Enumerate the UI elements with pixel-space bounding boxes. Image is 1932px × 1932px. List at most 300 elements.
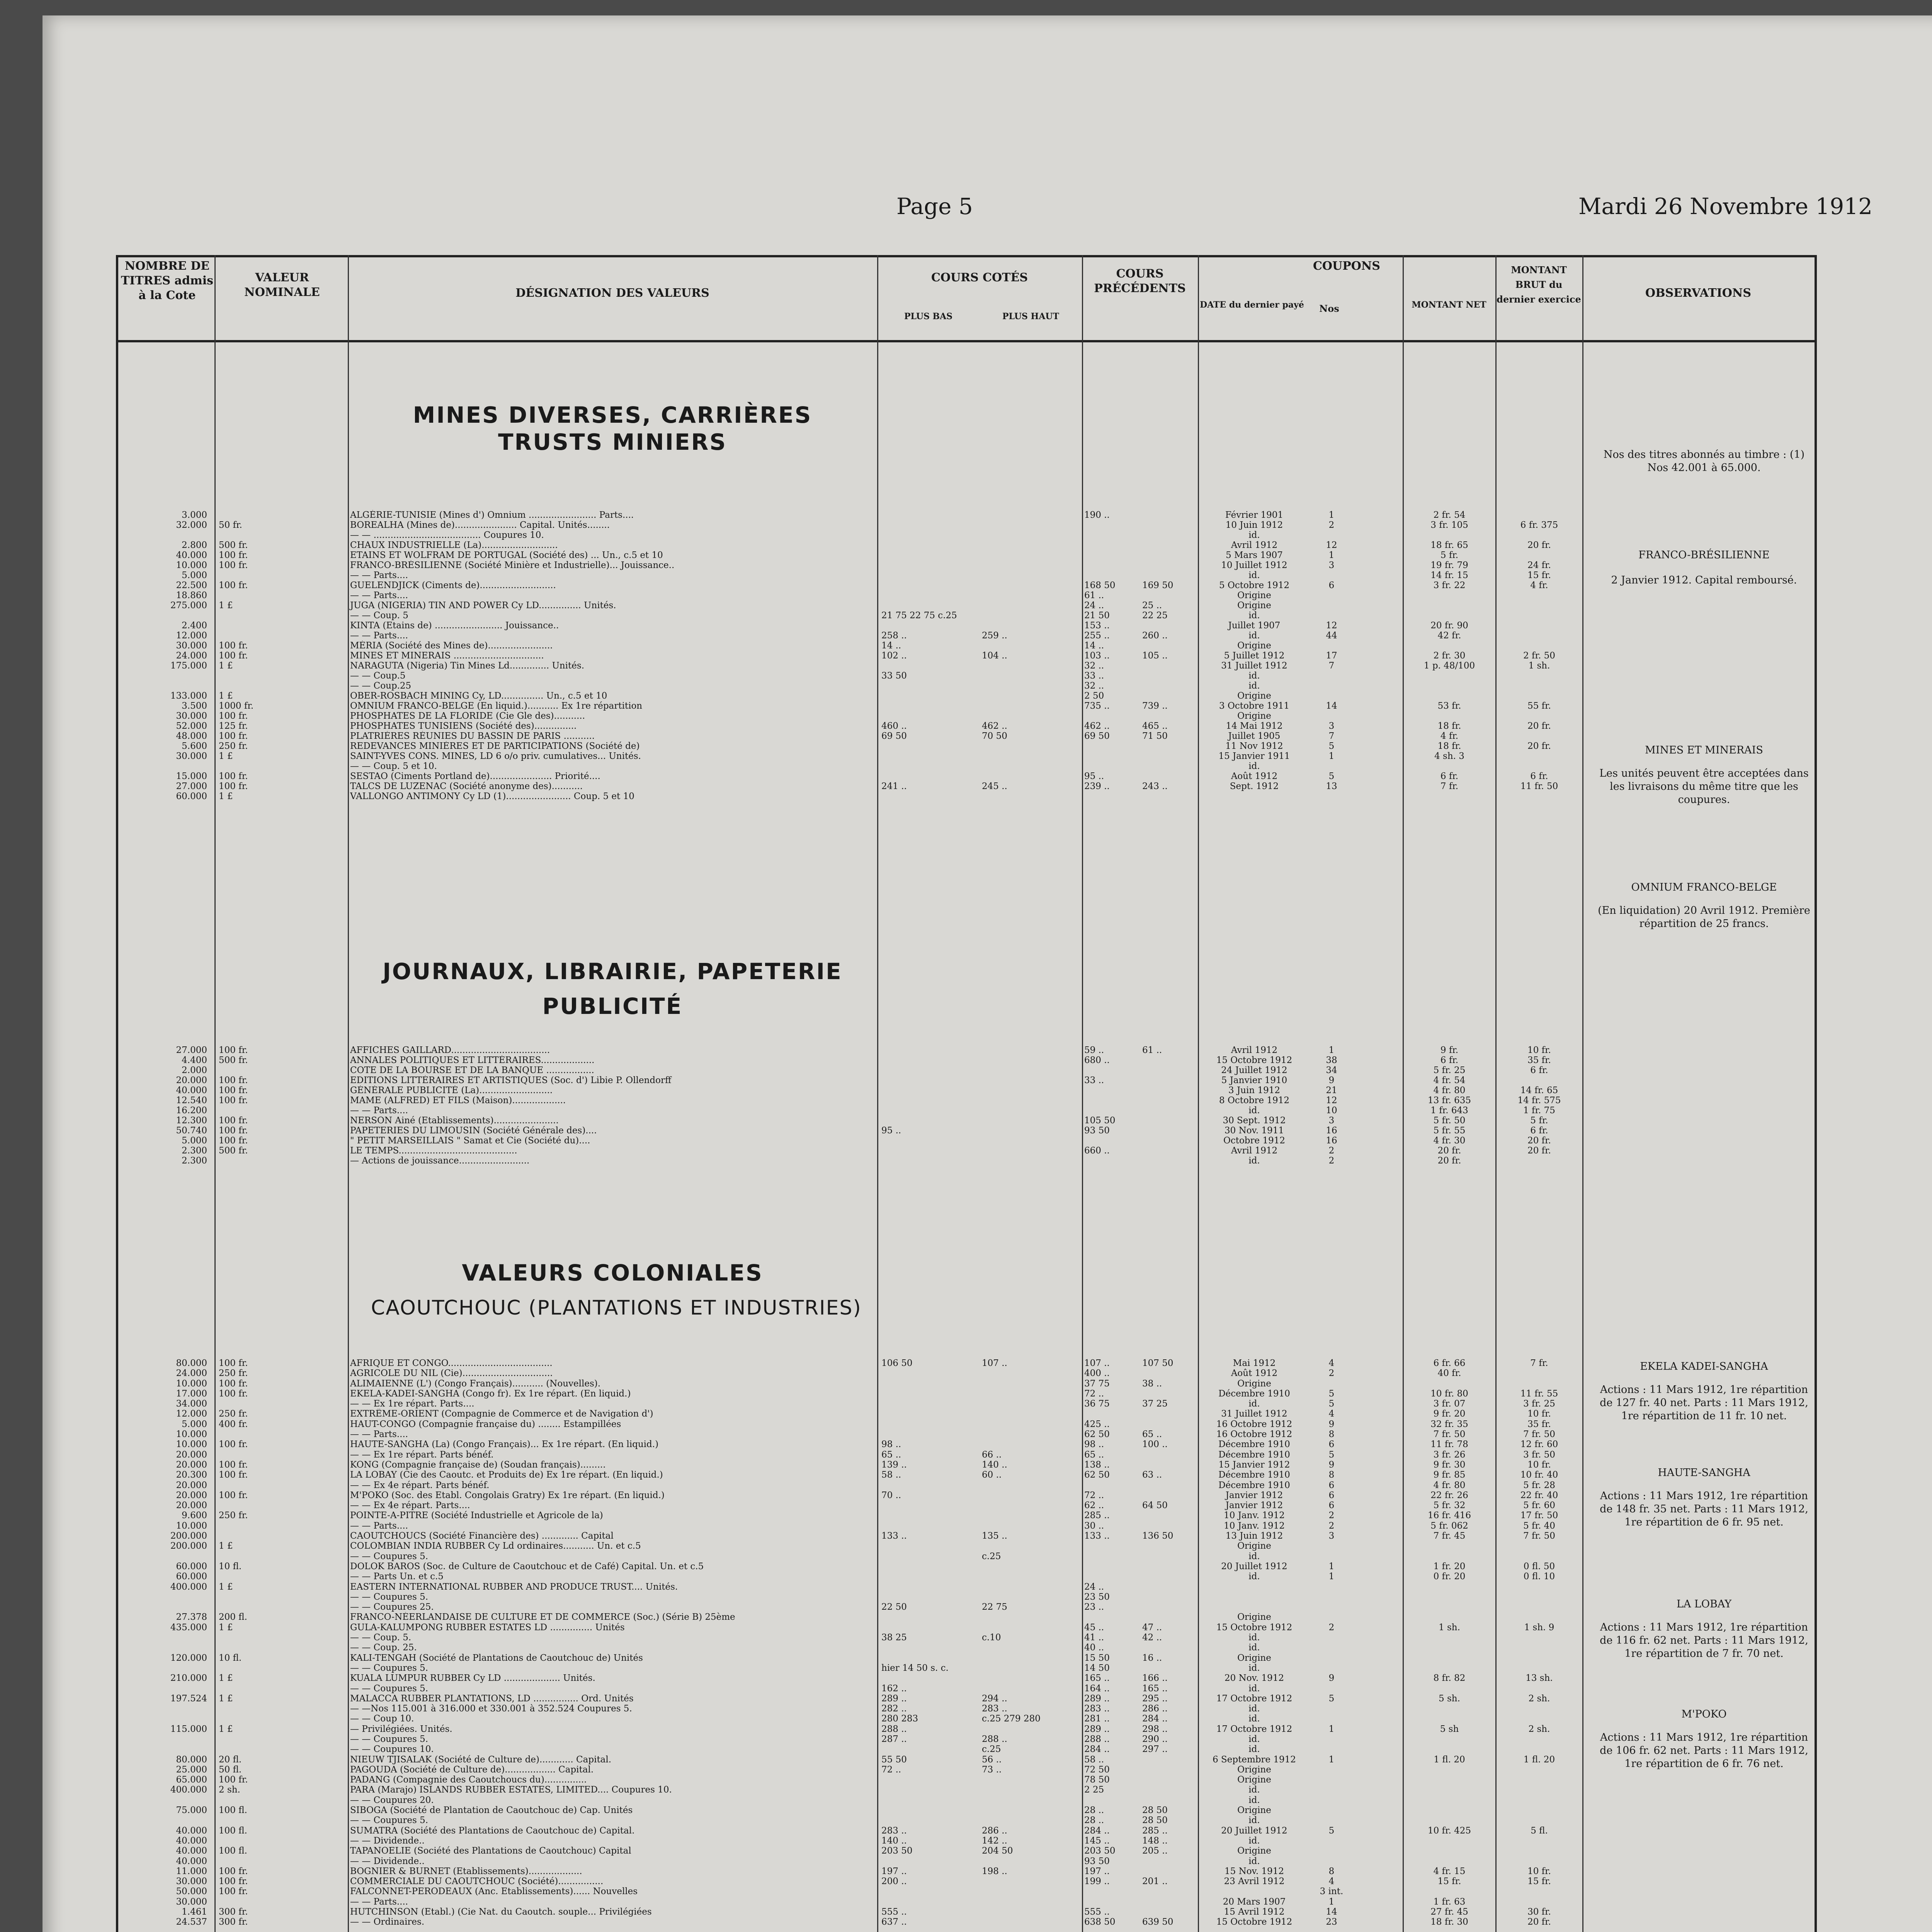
designation-cell: PARA (Marajo) ISLANDS RUBBER ESTATES, LIMITED.... Coupures 10. <box>350 1785 672 1795</box>
nombre-cell: 275.000 <box>170 600 207 611</box>
obs-hsangha-title: HAUTE-SANGHA <box>1658 1467 1750 1479</box>
designation-cell: — — Coup.25 <box>350 681 412 691</box>
coupon-date-cell: id. <box>1248 1704 1260 1714</box>
coupon-date-cell: Août 1912 <box>1231 1368 1278 1379</box>
plus-bas-cell: 69 50 <box>881 731 907 741</box>
designation-cell: " PETIT MARSEILLAIS " Samat et Cie (Société du).... <box>350 1136 590 1146</box>
designation-cell: — — Parts.... <box>350 570 408 580</box>
coupon-date-cell: id. <box>1248 1399 1260 1409</box>
table-row <box>118 1561 1811 1571</box>
montant-net-cell: 5 fr. 062 <box>1430 1520 1468 1531</box>
coupon-date-cell: 17 Octobre 1912 <box>1216 1724 1293 1734</box>
col-header-plus-bas: PLUS BAS <box>904 311 953 321</box>
designation-cell: PLATRIÈRES RÉUNIES DU BASSIN DE PARIS ........... <box>350 731 595 741</box>
coupon-date-cell: Janvier 1912 <box>1225 1500 1283 1511</box>
designation-cell: NERSON Ainé (Etablissements)....................... <box>350 1116 559 1126</box>
valeur-cell: 10 fl. <box>219 1561 242 1571</box>
cours-prec-bas-cell: 284 .. <box>1084 1825 1110 1836</box>
coupon-no-cell: 6 <box>1328 580 1335 590</box>
table-row <box>118 1065 1811 1075</box>
montant-net-cell: 32 fr. 35 <box>1430 1419 1468 1429</box>
coupon-no-cell: 6 <box>1328 1500 1335 1511</box>
table-row <box>118 1653 1811 1663</box>
designation-cell: DOLOK BAROS (Soc. de Culture de Caoutchouc et de Café) Capital. Un. et c.5 <box>350 1561 704 1571</box>
designation-cell: — — Coupures 5. <box>350 1663 429 1673</box>
plus-bas-cell: 555 .. <box>881 1907 907 1917</box>
cours-prec-bas-cell: 138 .. <box>1084 1459 1110 1470</box>
table-row <box>118 1146 1811 1156</box>
cours-prec-bas-cell: 21 50 <box>1084 611 1110 621</box>
cours-prec-bas-cell: 288 .. <box>1084 1734 1110 1744</box>
coupon-date-cell: 5 Janvier 1910 <box>1221 1075 1287 1085</box>
nombre-cell: 20.000 <box>176 1075 207 1085</box>
coupon-date-cell: 20 Mars 1907 <box>1223 1896 1286 1907</box>
cours-prec-haut-cell: 201 .. <box>1142 1876 1168 1887</box>
plus-haut-cell: c.25 <box>982 1551 1001 1561</box>
nombre-cell: 30.000 <box>176 751 207 761</box>
designation-cell: KONG (Compagnie française de) (Soudan français)......... <box>350 1459 606 1470</box>
valeur-cell: 100 fl. <box>219 1825 247 1836</box>
coupon-no-cell: 3 <box>1328 721 1335 731</box>
montant-net-cell: 6 fr. 66 <box>1433 1358 1466 1368</box>
table-row <box>118 510 1811 520</box>
cours-prec-bas-cell: 69 50 <box>1084 731 1110 741</box>
obs-timbre-note: Nos des titres abonnés au timbre : (1) Nos 42.001 à 65.000. <box>1603 449 1805 474</box>
montant-brut-cell: 20 fr. <box>1527 1146 1551 1156</box>
montant-net-cell: 4 fr. 80 <box>1433 1480 1466 1490</box>
montant-net-cell: 4 fr. 15 <box>1433 1866 1466 1876</box>
nombre-cell: 30.000 <box>176 641 207 651</box>
coupon-date-cell: Avril 1912 <box>1231 1146 1278 1156</box>
montant-brut-cell: 20 fr. <box>1527 1917 1551 1927</box>
obs-ekela-title: EKELA KADEI-SANGHA <box>1640 1361 1768 1372</box>
valeur-cell: 100 fr. <box>219 781 248 791</box>
montant-net-cell: 14 fr. 15 <box>1430 570 1468 580</box>
coupon-no-cell: 10 <box>1326 1105 1337 1116</box>
table-row <box>118 1633 1811 1643</box>
nombre-cell: 12.540 <box>176 1095 207 1105</box>
coupon-date-cell: 14 Mai 1912 <box>1226 721 1283 731</box>
coupon-date-cell: 8 Octobre 1912 <box>1219 1095 1289 1105</box>
plus-bas-cell: 95 .. <box>881 1126 901 1136</box>
coupon-no-cell: 16 <box>1326 1126 1337 1136</box>
nombre-cell: 120.000 <box>170 1653 207 1663</box>
nombre-cell: 2.300 <box>182 1156 207 1166</box>
plus-bas-cell: 282 .. <box>881 1704 907 1714</box>
designation-cell: — — Coupures 5. <box>350 1734 429 1744</box>
cours-prec-haut-cell: 105 .. <box>1142 651 1168 661</box>
plus-bas-cell: 55 50 <box>881 1754 907 1765</box>
montant-net-cell: 53 fr. <box>1437 701 1461 711</box>
coupon-date-cell: 16 Octobre 1912 <box>1216 1419 1293 1429</box>
cours-prec-bas-cell: 32 .. <box>1084 661 1104 671</box>
designation-cell: — — Parts.... <box>350 590 408 600</box>
montant-net-cell: 9 fr. 85 <box>1433 1470 1466 1480</box>
designation-cell: SESTAO (Ciments Portland de)...................... Priorité.... <box>350 771 600 781</box>
montant-brut-cell: 5 fl. <box>1531 1825 1548 1836</box>
valeur-cell: 100 fr. <box>219 550 248 560</box>
section-title-mines: MINES DIVERSES, CARRIÈRES <box>413 402 812 428</box>
coupon-date-cell: Décembre 1910 <box>1218 1480 1290 1490</box>
coupon-no-cell: 21 <box>1326 1085 1337 1095</box>
coupon-date-cell: Mai 1912 <box>1233 1358 1276 1368</box>
valeur-cell: 1 £ <box>219 1541 233 1551</box>
coupon-date-cell: id. <box>1248 1105 1260 1116</box>
designation-cell: ALGÉRIE-TUNISIE (Mines d') Omnium ........................ Parts.... <box>350 510 634 520</box>
table-row <box>118 1126 1811 1136</box>
header-rule <box>116 340 1815 342</box>
designation-cell: ANNALES POLITIQUES ET LITTÉRAIRES................... <box>350 1055 595 1065</box>
nombre-cell: 40.000 <box>176 1835 207 1846</box>
coupon-no-cell: 2 <box>1328 1622 1335 1633</box>
coupon-no-cell: 2 <box>1328 1510 1335 1521</box>
designation-cell: TALCS DE LUZENAC (Société anonyme des)........... <box>350 781 583 791</box>
coupon-no-cell: 16 <box>1326 1136 1337 1146</box>
montant-brut-cell: 5 fr. 40 <box>1523 1520 1555 1531</box>
nombre-cell: 22.500 <box>176 580 207 590</box>
plus-bas-cell: 287 .. <box>881 1734 907 1744</box>
montant-net-cell: 20 fr. <box>1437 1156 1461 1166</box>
nombre-cell: 80.000 <box>176 1754 207 1765</box>
designation-cell: GÉNÉRALE PUBLICITÉ (La).......................... <box>350 1085 553 1095</box>
table-row <box>118 1368 1811 1378</box>
cours-prec-bas-cell: 283 .. <box>1084 1704 1110 1714</box>
montant-net-cell: 11 fr. 78 <box>1430 1439 1468 1450</box>
designation-cell: — — Coup. 5 <box>350 611 408 621</box>
montant-brut-cell: 10 fr. <box>1527 1045 1551 1055</box>
coupon-date-cell: Février 1901 <box>1225 510 1284 520</box>
table-row <box>118 1105 1811 1116</box>
coupon-date-cell: id. <box>1248 1571 1260 1582</box>
nombre-cell: 40.000 <box>176 1856 207 1866</box>
coupon-date-cell: Origine <box>1237 1775 1271 1785</box>
coupon-date-cell: 3 Juin 1912 <box>1228 1085 1280 1095</box>
coupon-no-cell: 12 <box>1326 540 1337 550</box>
table-row <box>118 1663 1811 1673</box>
valeur-cell: 250 fr. <box>219 741 248 751</box>
valeur-cell: 100 fr. <box>219 1116 248 1126</box>
table-row <box>118 1866 1811 1876</box>
valeur-cell: 400 fr. <box>219 1419 248 1429</box>
table-row <box>118 1714 1811 1724</box>
cours-prec-bas-cell: 2 25 <box>1084 1785 1104 1795</box>
page-date: Mardi 26 Novembre 1912 <box>1578 193 1873 219</box>
section-subtitle-mines: TRUSTS MINIERS <box>498 429 727 455</box>
cours-prec-haut-cell: 71 50 <box>1142 731 1168 741</box>
montant-net-cell: 1 fr. 63 <box>1433 1896 1466 1907</box>
montant-brut-cell: 3 fr. 25 <box>1523 1399 1555 1409</box>
cours-prec-haut-cell: 298 .. <box>1142 1724 1168 1734</box>
cours-prec-bas-cell: 555 .. <box>1084 1907 1110 1917</box>
coupon-date-cell: id. <box>1248 1156 1260 1166</box>
montant-net-cell: 5 sh. <box>1439 1693 1460 1704</box>
table-row <box>118 1897 1811 1907</box>
table-row <box>118 631 1811 641</box>
coupon-date-cell: id. <box>1248 681 1260 691</box>
coupon-date-cell: 15 Janvier 1911 <box>1218 751 1290 761</box>
valeur-cell: 125 fr. <box>219 721 248 731</box>
coupon-date-cell: id. <box>1248 611 1260 621</box>
coupon-date-cell: 15 Nov. 1912 <box>1225 1866 1284 1876</box>
obs-lobay-title: LA LOBAY <box>1676 1598 1732 1610</box>
table-row <box>118 560 1811 570</box>
nombre-cell: 20.000 <box>176 1449 207 1460</box>
table-row <box>118 1358 1811 1368</box>
obs-omnium-title: OMNIUM FRANCO-BELGE <box>1631 881 1777 893</box>
cours-prec-bas-cell: 638 50 <box>1084 1917 1116 1927</box>
montant-brut-cell: 3 fr. 50 <box>1523 1449 1555 1460</box>
nombre-cell: 60.000 <box>176 1571 207 1582</box>
montant-brut-cell: 7 fr. 50 <box>1523 1429 1555 1440</box>
col-header-no: Nos <box>1319 303 1339 314</box>
montant-brut-cell: 20 fr. <box>1527 540 1551 550</box>
montant-net-cell: 18 fr. <box>1437 721 1461 731</box>
nombre-cell: 4.400 <box>182 1055 207 1065</box>
coupon-no-cell: 8 <box>1328 1429 1335 1440</box>
designation-cell: EKELA-KADEI-SANGHA (Congo fr). Ex 1re répart. (En liquid.) <box>350 1388 631 1399</box>
designation-cell: — — Dividende.. <box>350 1835 425 1846</box>
cours-prec-bas-cell: 107 .. <box>1084 1358 1110 1368</box>
designation-cell: EASTERN INTERNATIONAL RUBBER AND PRODUCE TRUST.... Unités. <box>350 1582 678 1592</box>
nombre-cell: 50.740 <box>176 1126 207 1136</box>
montant-brut-cell: 5 fr. 28 <box>1523 1480 1555 1490</box>
cours-prec-bas-cell: 2 50 <box>1084 691 1104 701</box>
coupon-no-cell: 17 <box>1326 651 1337 661</box>
valeur-cell: 1 £ <box>219 1622 233 1633</box>
nombre-cell: 50.000 <box>176 1886 207 1897</box>
designation-cell: — — Dividende.. <box>350 1856 425 1866</box>
table-row <box>118 661 1811 671</box>
section-title-coloniales: VALEURS COLONIALES <box>462 1260 763 1286</box>
valeur-cell: 250 fr. <box>219 1409 248 1419</box>
coupon-date-cell: 20 Juillet 1912 <box>1221 1561 1287 1571</box>
cours-prec-haut-cell: 16 .. <box>1142 1653 1162 1663</box>
table-row <box>118 1480 1811 1490</box>
montant-net-cell: 2 fr. 54 <box>1433 510 1466 520</box>
cours-prec-bas-cell: 23 50 <box>1084 1592 1110 1602</box>
table-row <box>118 1907 1811 1917</box>
coupon-date-cell: Origine <box>1237 1653 1271 1663</box>
montant-net-cell: 5 fr. 50 <box>1433 1116 1466 1126</box>
coupon-date-cell: id. <box>1248 1815 1260 1826</box>
coupon-date-cell: Origine <box>1237 1541 1271 1551</box>
coupon-no-cell: 44 <box>1326 631 1337 641</box>
designation-cell: HAUT-CONGO (Compagnie française du) ........ Estampillées <box>350 1419 621 1429</box>
obs-franco-text: 2 Janvier 1912. Capital remboursé. <box>1611 574 1797 586</box>
cours-prec-bas-cell: 14 50 <box>1084 1663 1110 1673</box>
designation-cell: PHOSPHATES DE LA FLORIDE (Cie Gle des)........... <box>350 711 585 721</box>
col-header-montant-net: MONTANT NET <box>1412 300 1486 310</box>
coupon-date-cell: id. <box>1248 1663 1260 1673</box>
designation-cell: GUELENDJICK (Ciments de)........................... <box>350 580 556 590</box>
designation-cell: — — Coup. 25. <box>350 1643 417 1653</box>
nombre-cell: 65.000 <box>176 1775 207 1785</box>
designation-cell: COLOMBIAN INDIA RUBBER Cy Ld ordinaires........... Un. et c.5 <box>350 1541 641 1551</box>
valeur-cell: 500 fr. <box>219 1146 248 1156</box>
col-header-valeur: VALEUR NOMINALE <box>244 271 320 299</box>
coupon-no-cell: 1 <box>1328 550 1335 560</box>
plus-bas-cell: 637 .. <box>881 1917 907 1927</box>
coupon-no-cell: 9 <box>1328 1673 1335 1684</box>
montant-net-cell: 4 fr. 80 <box>1433 1085 1466 1095</box>
montant-net-cell: 5 fr. 32 <box>1433 1500 1466 1511</box>
table-row <box>118 1116 1811 1126</box>
coupon-date-cell: 13 Juin 1912 <box>1225 1531 1283 1541</box>
coupon-no-cell: 1 <box>1328 1754 1335 1765</box>
montant-net-cell: 1 fr. 643 <box>1430 1105 1468 1116</box>
montant-net-cell: 15 fr. <box>1437 1876 1461 1887</box>
nombre-cell: 27.000 <box>176 781 207 791</box>
nombre-cell: 175.000 <box>170 661 207 671</box>
nombre-cell: 435.000 <box>170 1622 207 1633</box>
table-row <box>118 721 1811 731</box>
plus-bas-cell: 72 .. <box>881 1764 901 1775</box>
table-row <box>118 590 1811 600</box>
plus-haut-cell: 70 50 <box>982 731 1007 741</box>
montant-net-cell: 3 fr. 22 <box>1433 580 1466 590</box>
designation-cell: MAME (ALFRED) ET FILS (Maison)................... <box>350 1095 566 1105</box>
designation-cell: M'POKO (Soc. des Etabl. Congolais Gratry) Ex 1re répart. (En liquid.) <box>350 1490 665 1500</box>
cours-prec-bas-cell: 37 75 <box>1084 1378 1110 1389</box>
nombre-cell: 210.000 <box>170 1673 207 1684</box>
plus-bas-cell: 133 .. <box>881 1531 907 1541</box>
table-row <box>118 1500 1811 1510</box>
cours-prec-haut-cell: 465 .. <box>1142 721 1168 731</box>
montant-net-cell: 9 fr. 20 <box>1433 1409 1466 1419</box>
cours-prec-bas-cell: 72 .. <box>1084 1490 1104 1500</box>
coupon-date-cell: id. <box>1248 631 1260 641</box>
montant-brut-cell: 15 fr. <box>1527 1876 1551 1887</box>
designation-cell: REDEVANCES MINIÈRES ET DE PARTICIPATIONS (Société de) <box>350 741 640 751</box>
plus-bas-cell: 22 50 <box>881 1602 907 1612</box>
montant-brut-cell: 10 fr. 40 <box>1520 1470 1558 1480</box>
coupon-no-cell: 3 <box>1328 560 1335 570</box>
valeur-cell: 50 fr. <box>219 520 242 530</box>
montant-net-cell: 4 fr. 30 <box>1433 1136 1466 1146</box>
nombre-cell: 1.461 <box>182 1907 207 1917</box>
nombre-cell: 17.000 <box>176 1388 207 1399</box>
plus-bas-cell: 65 .. <box>881 1449 901 1460</box>
plus-bas-cell: 106 50 <box>881 1358 913 1368</box>
coupon-date-cell: 11 Nov 1912 <box>1225 741 1283 751</box>
designation-cell: LE TEMPS.......................................... <box>350 1146 517 1156</box>
montant-brut-cell: 14 fr. 65 <box>1520 1085 1558 1095</box>
cours-prec-haut-cell: 107 50 <box>1142 1358 1173 1368</box>
montant-brut-cell: 6 fr. <box>1530 771 1548 781</box>
coupon-date-cell: Décembre 1910 <box>1218 1439 1290 1450</box>
designation-cell: POINTE-A-PITRE (Société Industrielle et Agricole de la) <box>350 1510 603 1521</box>
cours-prec-bas-cell: 62 .. <box>1084 1500 1104 1511</box>
designation-cell: OBER-ROSBACH MINING Cy, LD............... Un., c.5 et 10 <box>350 691 607 701</box>
valeur-cell: 250 fr. <box>219 1368 248 1379</box>
valeur-cell: 100 fr. <box>219 1866 248 1876</box>
montant-brut-cell: 2 fr. 50 <box>1523 651 1555 661</box>
table-row <box>118 761 1811 771</box>
montant-brut-cell: 2 sh. <box>1528 1693 1550 1704</box>
coupon-date-cell: id. <box>1248 1856 1260 1866</box>
table-row <box>118 1551 1811 1561</box>
montant-net-cell: 9 fr. <box>1440 1045 1459 1055</box>
coupon-no-cell: 1 <box>1328 1561 1335 1571</box>
cours-prec-haut-cell: 284 .. <box>1142 1714 1168 1724</box>
plus-bas-cell: 203 50 <box>881 1846 913 1856</box>
cours-prec-bas-cell: 41 .. <box>1084 1633 1104 1643</box>
coupon-no-cell: 8 <box>1328 1470 1335 1480</box>
montant-brut-cell: 17 fr. 50 <box>1520 1510 1558 1521</box>
coupon-date-cell: id. <box>1248 671 1260 681</box>
cours-prec-bas-cell: 165 .. <box>1084 1673 1110 1684</box>
coupon-date-cell: id. <box>1248 1643 1260 1653</box>
designation-cell: — — Coupures 5. <box>350 1815 429 1826</box>
plus-haut-cell: 286 .. <box>982 1825 1007 1836</box>
valeur-cell: 200 fl. <box>219 1612 247 1622</box>
table-row <box>118 641 1811 651</box>
cours-prec-bas-cell: 105 50 <box>1084 1116 1116 1126</box>
coloniales-rows <box>118 1358 1811 1927</box>
table-row <box>118 570 1811 580</box>
designation-cell: SAINT-YVES CONS. MINES, LD 6 o/o priv. cumulatives... Unités. <box>350 751 641 761</box>
coupon-date-cell: Origine <box>1237 590 1271 600</box>
coupon-date-cell: Origine <box>1237 1764 1271 1775</box>
coupon-date-cell: 20 Juillet 1912 <box>1221 1825 1287 1836</box>
montant-net-cell: 8 fr. 82 <box>1433 1673 1466 1684</box>
designation-cell: — — Coupures 5. <box>350 1683 429 1694</box>
cours-prec-bas-cell: 289 .. <box>1084 1693 1110 1704</box>
plus-bas-cell: 102 .. <box>881 651 907 661</box>
designation-cell: AFFICHES GAILLARD................................... <box>350 1045 550 1055</box>
coupon-date-cell: 24 Juillet 1912 <box>1221 1065 1287 1075</box>
plus-haut-cell: 140 .. <box>982 1459 1007 1470</box>
coupon-no-cell: 6 <box>1328 1490 1335 1500</box>
cours-prec-bas-cell: 32 .. <box>1084 681 1104 691</box>
coupon-date-cell: 15 Octobre 1912 <box>1216 1917 1293 1927</box>
montant-brut-cell: 30 fr. <box>1527 1907 1551 1917</box>
nombre-cell: 10.000 <box>176 1520 207 1531</box>
table-row <box>118 781 1811 791</box>
coupon-no-cell: 12 <box>1326 621 1337 631</box>
designation-cell: — — Coup.5 <box>350 671 406 681</box>
montant-net-cell: 13 fr. 635 <box>1427 1095 1471 1105</box>
valeur-cell: 100 fr. <box>219 1775 248 1785</box>
coupon-no-cell: 6 <box>1328 1439 1335 1450</box>
montant-net-cell: 18 fr. <box>1437 741 1461 751</box>
montant-brut-cell: 55 fr. <box>1527 701 1551 711</box>
cours-prec-bas-cell: 93 50 <box>1084 1126 1110 1136</box>
nombre-cell: 197.524 <box>170 1693 207 1704</box>
plus-bas-cell: 139 .. <box>881 1459 907 1470</box>
coupon-no-cell: 1 <box>1328 1571 1335 1582</box>
nombre-cell: 52.000 <box>176 721 207 731</box>
table-row <box>118 771 1811 781</box>
coupon-date-cell: id. <box>1248 570 1260 580</box>
designation-cell: PAGOUDA (Société de Culture de).................. Capital. <box>350 1764 594 1775</box>
plus-bas-cell: 58 .. <box>881 1470 901 1480</box>
table-row <box>118 711 1811 721</box>
table-row <box>118 1095 1811 1105</box>
valeur-cell: 100 fr. <box>219 1876 248 1887</box>
coupon-date-cell: Juillet 1905 <box>1228 731 1281 741</box>
journaux-rows <box>118 1045 1811 1166</box>
montant-net-cell: 1 sh. <box>1439 1622 1460 1633</box>
coupon-no-cell: 5 <box>1328 1449 1335 1460</box>
nombre-cell: 5.000 <box>182 1136 207 1146</box>
cours-prec-haut-cell: 47 .. <box>1142 1622 1162 1633</box>
coupon-date-cell: Origine <box>1237 600 1271 611</box>
cours-prec-haut-cell: 739 .. <box>1142 701 1168 711</box>
plus-haut-cell: 22 75 <box>982 1602 1007 1612</box>
montant-brut-cell: 4 fr. <box>1530 580 1548 590</box>
table-row <box>118 530 1811 540</box>
